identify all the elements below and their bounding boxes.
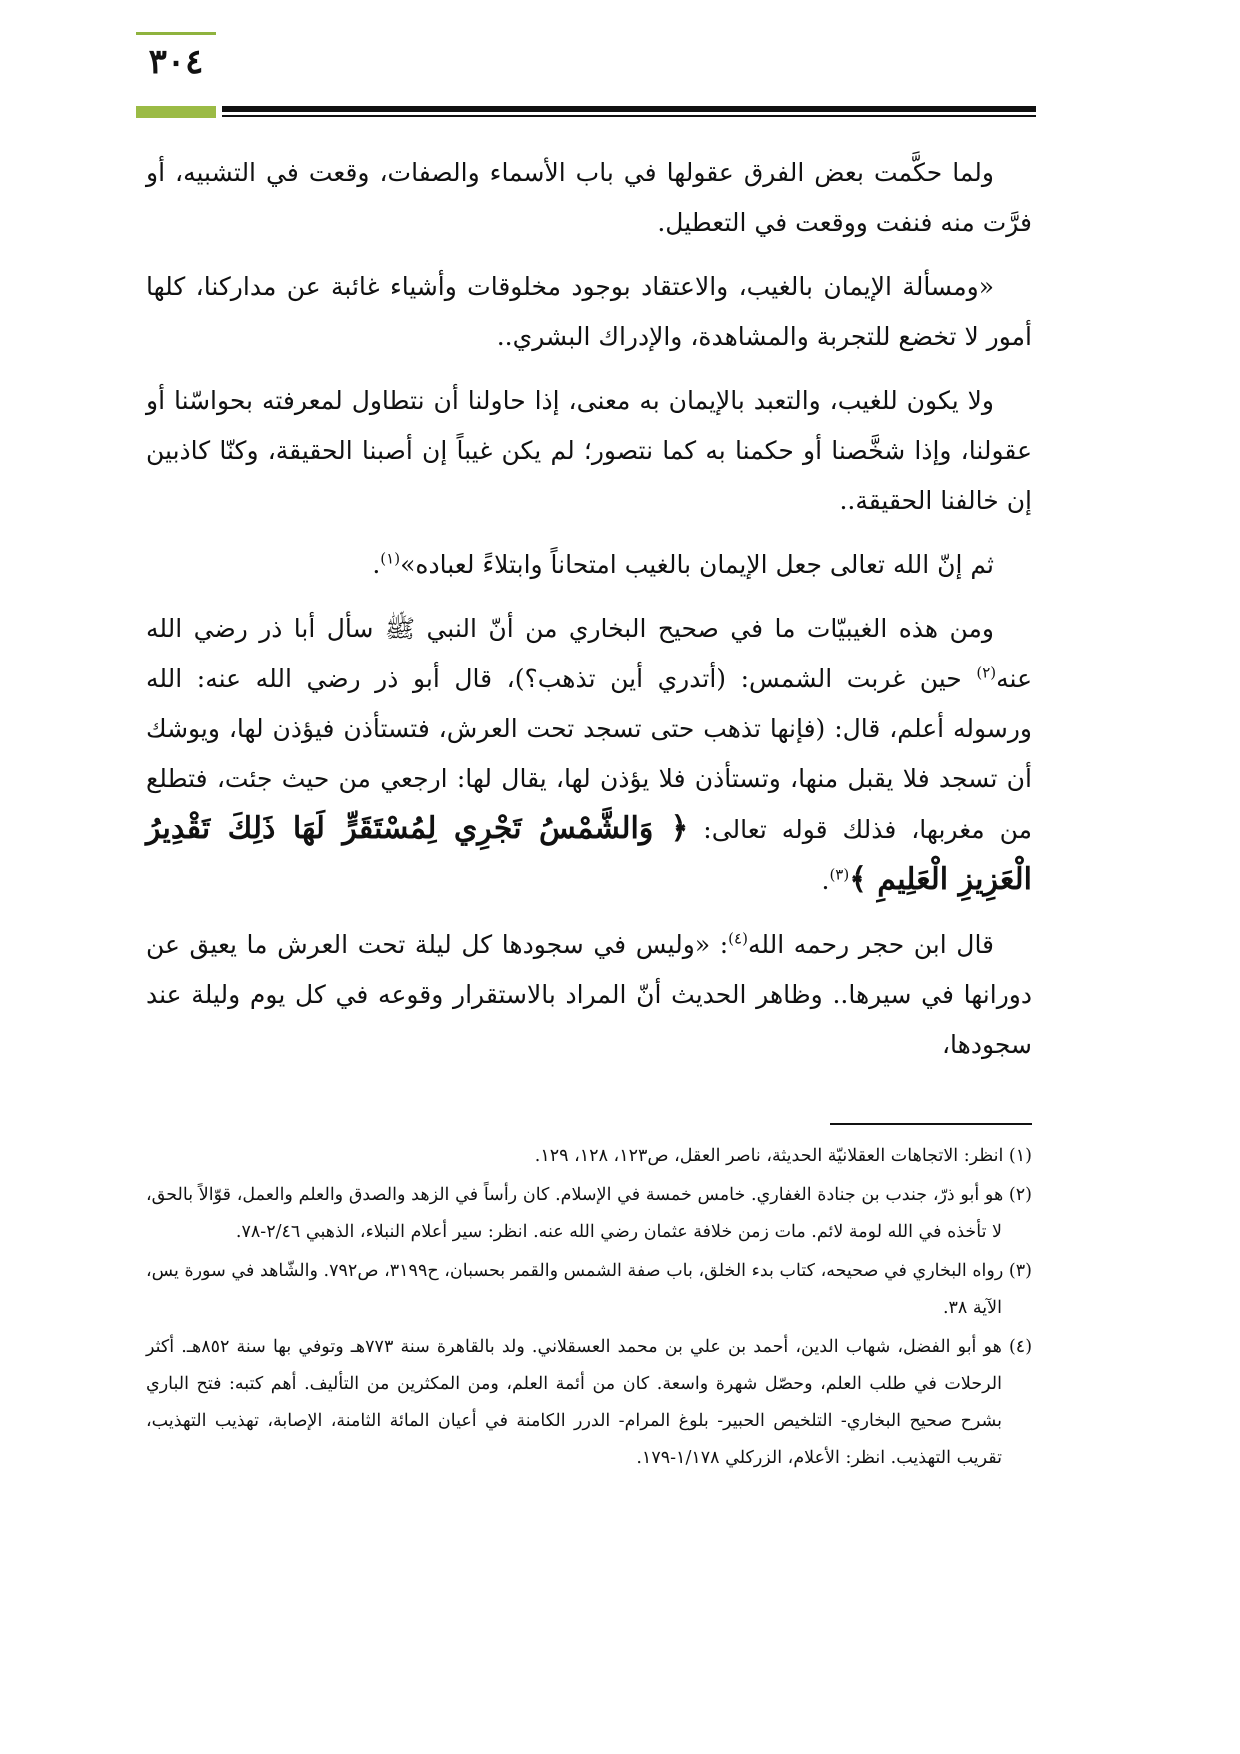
paragraph: ولا يكون للغيب، والتعبد بالإيمان به معنى، إذا حاولنا أن نتطاول لمعرفته بحواسّنا أو عقولنا، وإذا شخَّصنا أو حكمنا به كما نتصور؛ لم يكن غيباً إن أصبنا الحقيقة، وكنّا كاذبين إن خالفنا الحقيقة..: [146, 386, 1032, 515]
header-rule-thick-line: [222, 106, 1036, 112]
main-text: [146, 148, 1032, 1084]
footnote-item: (١) انظر: الاتجاهات العقلانيّة الحديثة، ناصر العقل، ص١٢٣، ١٢٨، ١٢٩.: [534, 1146, 1032, 1166]
header-rule-thin-line: [222, 115, 1036, 117]
header-rule: [136, 106, 1036, 118]
paragraph: ومن هذه الغيبيّات ما في صحيح البخاري من أنّ النبي ﷺ سأل أبا ذر رضي الله عنه$^{(٢)}$ حين غربت الشمس: (أتدري أين تذهب؟)، قال أبو ذر رضي الله عنه: الله ورسوله أعلم، قال: (فإنها تذهب حتى تسجد تحت العرش، فتستأذن فيؤذن لها، ويوشك أن تسجد فلا يقبل منها، وتستأذن فلا يؤذن لها، يقال لها: ارجعي من حيث جئت، فتطلع من مغربها، فذلك قوله تعالى: ﴿ وَالشَّمْسُ تَجْرِي لِمُسْتَقَرٍّ لَهَا ذَلِكَ تَقْدِيرُ الْعَزِيزِ الْعَلِيمِ ﴾$^{(٣)}$.: [146, 614, 1033, 897]
footnote-marker[interactable]: (٢): [976, 663, 997, 682]
footnote-item: (٢) هو أبو ذرّ، جندب بن جنادة الغفاري. خامس خمسة في الإسلام. كان رأساً في الزهد والصدق والعلم والعمل، قوّالاً بالحق، لا تأخذه في الله لومة لائم. مات زمن خلافة عثمان رضي الله عنه. انظر: سير أعلام النبلاء، الذهبي ٢/٤٦-٧٨.: [146, 1185, 1032, 1242]
footnote-marker[interactable]: (٤): [728, 929, 748, 948]
footnote-marker[interactable]: (٣): [829, 865, 850, 884]
header-accent-line: [136, 32, 216, 35]
footnote-separator: [830, 1123, 1032, 1125]
paragraph: ثم إنّ الله تعالى جعل الإيمان بالغيب امتحاناً وابتلاءً لعباده»$^{(١)}$.: [372, 549, 994, 579]
paragraph: «ومسألة الإيمان بالغيب، والاعتقاد بوجود مخلوقات وأشياء غائبة عن مداركنا، كلها أمور لا تخضع للتجربة والمشاهدة، والإدراك البشري..: [146, 272, 1032, 351]
header-rule-green-block: [136, 106, 216, 118]
footnote-marker[interactable]: (١): [380, 549, 401, 568]
paragraph: ولما حكَّمت بعض الفرق عقولها في باب الأسماء والصفات، وقعت في التشبيه، أو فرَّت منه فنفت ووقعت في التعطيل.: [146, 158, 1032, 237]
page-number: ٣٠٤: [148, 42, 204, 82]
quran-verse: ﴿ وَالشَّمْسُ تَجْرِي لِمُسْتَقَرٍّ لَهَا ذَلِكَ تَقْدِيرُ الْعَزِيزِ الْعَلِيمِ ﴾: [146, 811, 1032, 897]
footnote-item: (٣) رواه البخاري في صحيحه، كتاب بدء الخلق، باب صفة الشمس والقمر بحسبان، ح٣١٩٩، ص٧٩٢. والشّاهد في سورة يس، الآية ٣٨.: [146, 1261, 1032, 1318]
footnotes: [146, 1138, 1032, 1479]
paragraph: قال ابن حجر رحمه الله$^{(٤)}$: «وليس في سجودها كل ليلة تحت العرش ما يعيق عن دورانها في سيرها.. وظاهر الحديث أنّ المراد بالاستقرار وقوعه في كل يوم وليلة عند سجودها،: [146, 929, 1032, 1059]
footnote-item: (٤) هو أبو الفضل، شهاب الدين، أحمد بن علي بن محمد العسقلاني. ولد بالقاهرة سنة ٧٧٣هـ وتوفي بها سنة ٨٥٢هـ. أكثر الرحلات في طلب العلم، وحصّل شهرة واسعة. كان من أئمة العلم، ومن المكثرين من التأليف. أهم كتبه: فتح الباري بشرح صحيح البخاري- التلخيص الحبير- بلوغ المرام- الدرر الكامنة في أعيان المائة الثامنة، الإصابة، تهذيب التهذيب، تقريب التهذيب. انظر: الأعلام، الزركلي ١/١٧٨-١٧٩.: [146, 1337, 1033, 1468]
